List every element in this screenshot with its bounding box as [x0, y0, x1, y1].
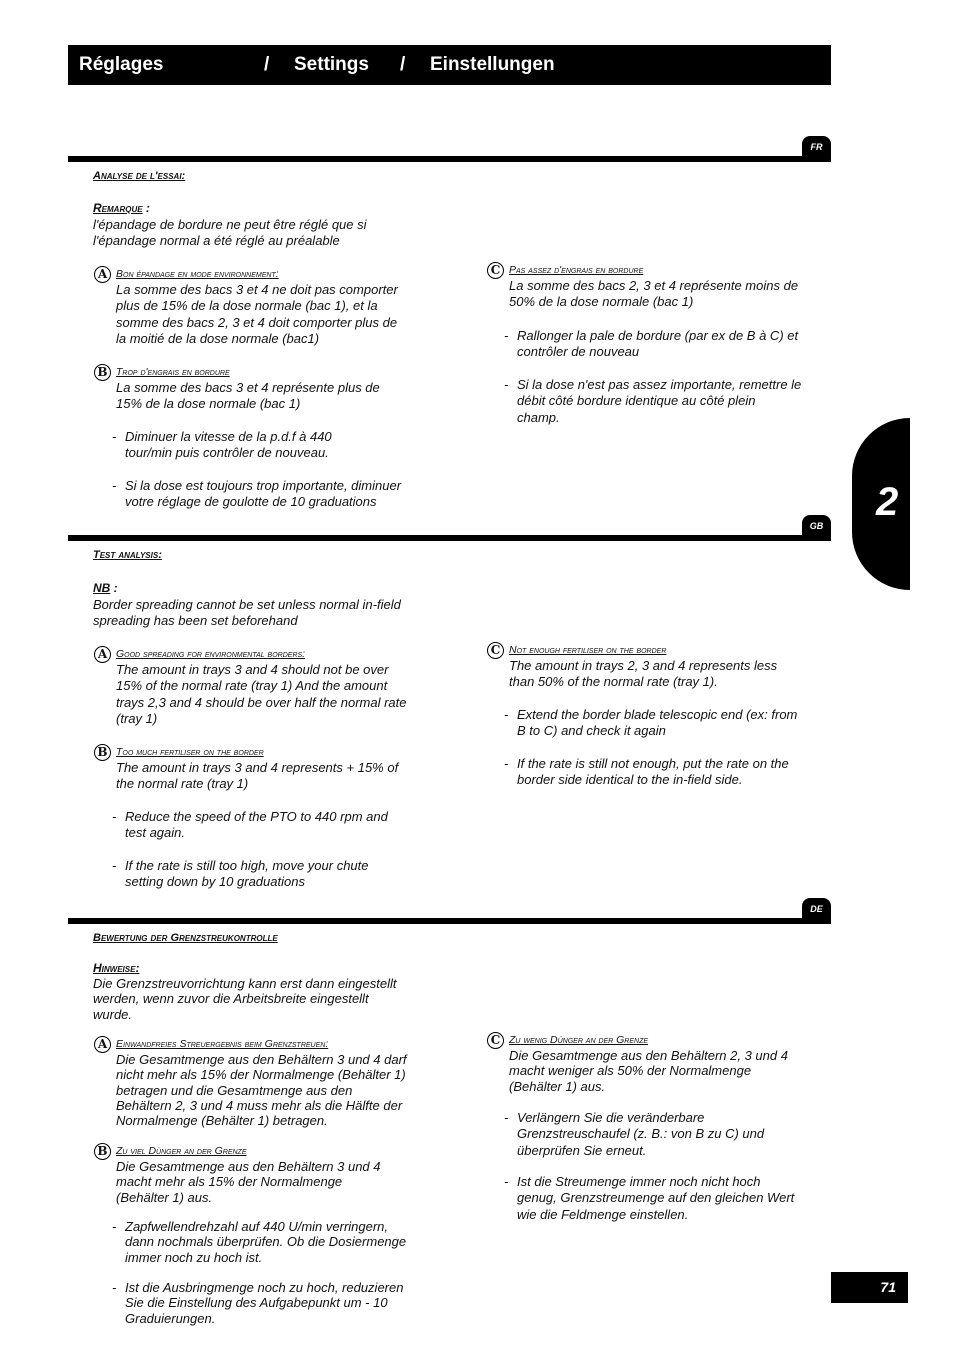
text-line: Diminuer la vitesse de la p.d.f à 440 — [125, 429, 332, 444]
language-tab-de: DE — [802, 898, 831, 920]
item-b-de — [94, 1143, 404, 1208]
text-line: la moitié de la dose normale (bac1) — [116, 330, 320, 346]
text-line: wurde. — [93, 1006, 133, 1022]
text-line: (Behälter 1) aus. — [116, 1189, 213, 1205]
text-line: spreading has been set beforehand — [93, 613, 298, 628]
section-rule — [68, 535, 831, 541]
item-title: Pas assez d'engrais en bordure — [509, 264, 644, 276]
text-line: champ. — [517, 409, 560, 425]
note-text-gb — [93, 597, 423, 629]
note-text-fr — [93, 217, 423, 249]
text-line: La somme des bacs 3 et 4 ne doit pas comporter — [116, 282, 398, 297]
item-a-de — [94, 1036, 407, 1136]
text-line: Si la dose n'est pas assez importante, remettre le — [517, 377, 802, 392]
item-title: Trop d'engrais en bordure — [116, 366, 230, 378]
text-line: Die Gesamtmenge aus den Behältern 3 und 4 darf — [116, 1052, 407, 1067]
text-line: test again. — [125, 825, 185, 841]
note-label-text: Hinweise: — [93, 961, 140, 975]
badge-a: A — [94, 266, 111, 283]
text-line: Normalmenge (Behälter 1) betragen. — [116, 1113, 328, 1129]
text-line: If the rate is still too high, move your chute — [125, 858, 369, 873]
text-line: B to C) and check it again — [517, 723, 666, 739]
note-label-gb — [93, 581, 118, 595]
text-line: La somme des bacs 2, 3 et 4 représente moins de — [509, 278, 799, 293]
text-line: tour/min puis contrôler de nouveau. — [125, 445, 329, 461]
text-line: setting down by 10 graduations — [125, 874, 305, 890]
section-title-de: Bewertung der Grenzstreukontrolle — [93, 932, 278, 944]
chapter-tab — [852, 418, 910, 590]
section-rule — [68, 918, 831, 924]
text-line: überprüfen Sie erneut. — [517, 1142, 647, 1158]
badge-b: B — [94, 744, 111, 761]
badge-c: C — [487, 642, 504, 659]
text-line: Die Gesamtmenge aus den Behältern 3 und 4 — [116, 1159, 381, 1174]
badge-a: A — [94, 646, 111, 663]
text-line: Behältern 2, 3 und 4 muss mehr als die Hälfte der — [116, 1097, 403, 1113]
text-line: border side identical to the in-field side. — [517, 772, 743, 788]
item-body — [116, 380, 421, 413]
text-line: The amount in trays 3 and 4 represents + 15% of — [116, 760, 399, 775]
badge-c: C — [487, 262, 504, 279]
badge-b: B — [94, 364, 111, 381]
header-separator: / — [400, 54, 406, 75]
page-number: 71 — [831, 1272, 908, 1303]
text-line: macht weniger als 50% der Normalmenge — [509, 1063, 752, 1079]
text-line: genug, Grenzstreumenge auf den gleichen Wert — [517, 1190, 795, 1206]
text-line: Verlängern Sie die veränderbare — [517, 1110, 705, 1125]
text-line: The amount in trays 2, 3 and 4 represents less — [509, 658, 778, 673]
text-line: nicht mehr als 15% der Normalmenge (Behälter 1) — [116, 1067, 406, 1083]
text-line: than 50% of the normal rate (tray 1). — [509, 674, 718, 690]
item-b-fr — [94, 364, 404, 424]
text-line: 15% de la dose normale (bac 1) — [116, 396, 301, 412]
note-label-text: NB — [93, 581, 111, 595]
note-colon: : — [142, 201, 150, 215]
item-body — [116, 282, 421, 347]
language-tab-gb: GB — [802, 515, 831, 537]
item-c-de — [487, 1032, 797, 1097]
text-line: contrôler de nouveau — [517, 344, 640, 360]
text-line: plus de 15% de la dose normale (bac 1), et la — [116, 298, 378, 314]
text-line: macht mehr als 15% der Normalmenge — [116, 1174, 343, 1190]
text-line: immer noch zu hoch ist. — [125, 1249, 263, 1265]
item-title: Not enough fertiliser on the border — [509, 644, 667, 656]
text-line: Border spreading cannot be set unless normal in-field — [93, 597, 401, 612]
header-separator: / — [264, 54, 270, 75]
text-line: l'épandage de bordure ne peut être réglé que si — [93, 217, 367, 232]
item-title: Good spreading for environmental borders: — [116, 648, 306, 660]
badge-a: A — [94, 1036, 111, 1053]
item-title: Einwandfreies Streuergebnis beim Grenzstreuen: — [116, 1038, 329, 1050]
item-body — [116, 760, 421, 793]
item-b-gb — [94, 744, 404, 804]
text-line: trays 2,3 and 4 should be over half the normal rate — [116, 694, 407, 710]
text-line: werden, wenn zuvor die Arbeitsbreite eingestellt — [93, 991, 369, 1007]
text-line: 15% of the normal rate (tray 1) And the amount — [116, 678, 388, 694]
note-label-fr — [93, 201, 150, 215]
text-line: dann nochmals überprüfen. Ob die Dosiermenge — [125, 1234, 407, 1250]
language-tab-fr: FR — [802, 136, 831, 158]
header-title-de: Einstellungen — [430, 54, 555, 75]
item-body — [116, 662, 421, 727]
text-line: débit côté bordure identique au côté plein — [517, 393, 756, 409]
text-line: somme des bacs 2, 3 et 4 doit comporter plus de — [116, 314, 398, 330]
header-title-fr: Réglages — [79, 54, 164, 75]
text-line: Zapfwellendrehzahl auf 440 U/min verringern, — [125, 1219, 389, 1234]
badge-b: B — [94, 1143, 111, 1160]
page-header — [68, 45, 831, 85]
header-title-gb: Settings — [294, 54, 369, 75]
text-line: Reduce the speed of the PTO to 440 rpm and — [125, 809, 388, 824]
text-line: betragen und die Gesamtmenge aus den — [116, 1082, 353, 1098]
text-line: Ist die Ausbringmenge noch zu hoch, reduzieren — [125, 1280, 404, 1295]
text-line: Grenzstreuschaufel (z. B.: von B zu C) und — [517, 1126, 765, 1142]
text-line: (Behälter 1) aus. — [509, 1078, 606, 1094]
note-label-de — [93, 961, 139, 975]
note-colon: : — [110, 581, 118, 595]
text-line: 50% de la dose normale (bac 1) — [509, 294, 694, 310]
text-line: Si la dose est toujours trop importante, diminuer — [125, 478, 402, 493]
text-line: La somme des bacs 3 et 4 représente plus de — [116, 380, 380, 395]
section-rule — [68, 156, 831, 162]
note-text-de — [93, 976, 423, 1022]
item-title: Zu wenig Dünger an der Grenze — [509, 1034, 649, 1046]
item-body — [116, 1052, 421, 1128]
text-line: Die Gesamtmenge aus den Behältern 2, 3 und 4 — [509, 1048, 788, 1063]
item-body — [509, 278, 814, 311]
text-line: wie die Feldmenge einstellen. — [517, 1206, 689, 1222]
chapter-number: 2 — [876, 480, 899, 524]
text-line: l'épandage normal a été réglé au préalable — [93, 233, 340, 248]
item-a-gb — [94, 646, 407, 736]
item-body — [509, 1048, 814, 1094]
text-line: The amount in trays 3 and 4 should not be over — [116, 662, 389, 677]
section-title-gb: Test analysis: — [93, 549, 162, 561]
item-title: Too much fertiliser on the border — [116, 746, 264, 758]
item-c-fr — [487, 262, 797, 322]
badge-c: C — [487, 1032, 504, 1049]
item-body — [116, 1159, 421, 1205]
text-line: (tray 1) — [116, 710, 158, 726]
text-line: votre réglage de goulotte de 10 graduations — [125, 494, 377, 510]
text-line: Extend the border blade telescopic end (ex: from — [517, 707, 798, 722]
text-line: Sie die Einstellung des Aufgabepunkt um - 10 — [125, 1295, 388, 1311]
text-line: the normal rate (tray 1) — [116, 776, 249, 792]
text-line: If the rate is still not enough, put the rate on the — [517, 756, 789, 771]
section-title-fr: Analyse de l'essai: — [93, 170, 186, 182]
item-c-gb — [487, 642, 797, 702]
note-label-text: Remarque — [93, 201, 143, 215]
text-line: Graduierungen. — [125, 1310, 216, 1326]
text-line: Rallonger la pale de bordure (par ex de B à C) et — [517, 328, 799, 343]
item-a-fr — [94, 266, 404, 356]
text-line: Ist die Streumenge immer noch nicht hoch — [517, 1174, 761, 1189]
text-line: Die Grenzstreuvorrichtung kann erst dann eingestellt — [93, 976, 397, 991]
item-title: Bon épandage en mode environnement: — [116, 268, 279, 280]
item-title: Zu viel Dünger an der Grenze — [116, 1145, 247, 1157]
item-body — [509, 658, 814, 691]
